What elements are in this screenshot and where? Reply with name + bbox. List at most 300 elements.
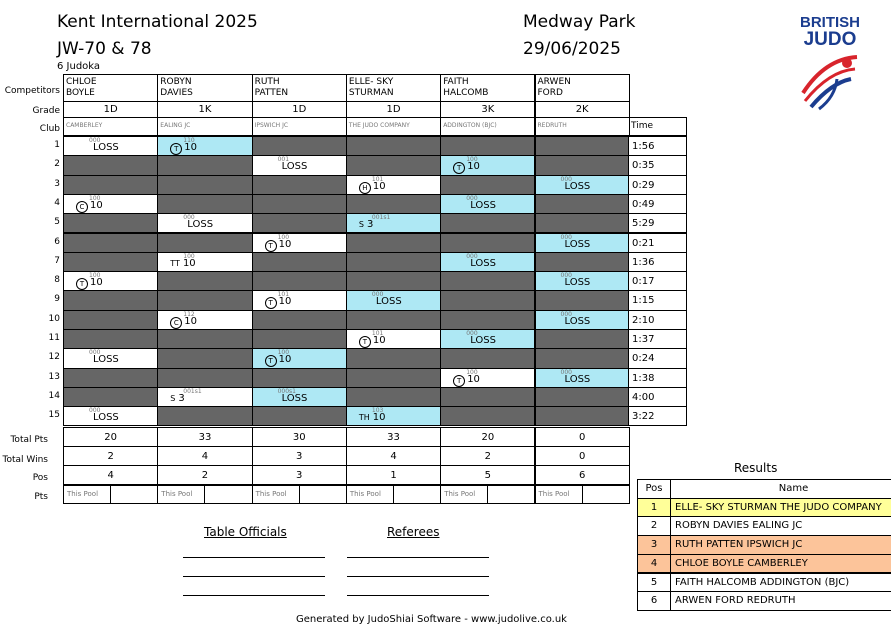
round-number: 9: [54, 294, 60, 305]
result-value: LOSS: [93, 412, 119, 424]
competitor-last-name: STURMAN: [348, 88, 394, 98]
result-value: 10: [278, 354, 292, 366]
club-value: CAMBERLEY: [66, 122, 103, 129]
match-cell: [157, 213, 252, 233]
empty-match-cell: [157, 290, 252, 310]
club-cell-5: [440, 117, 535, 136]
competitors-label: Competitors: [4, 86, 60, 96]
result-value: LOSS: [564, 277, 591, 289]
match-cell: [346, 329, 441, 349]
score-type-icon: TT: [170, 258, 180, 268]
empty-match-cell: [157, 194, 252, 214]
empty-match-cell: [440, 387, 535, 407]
grade-value: 1K: [198, 104, 212, 115]
result-value: 10: [372, 180, 386, 192]
match-cell: [440, 368, 535, 388]
match-result: [187, 219, 213, 230]
round-number: 5: [54, 217, 60, 228]
score-code: 101: [371, 330, 384, 337]
results-pos-value: 4: [650, 557, 658, 569]
time-value: 2:10: [632, 314, 655, 326]
empty-match-cell: [252, 368, 347, 388]
result-value: LOSS: [564, 315, 591, 327]
total-wins-value: 4: [201, 450, 209, 462]
score-type-icon: T: [453, 162, 465, 174]
total-pts-cell: [535, 427, 630, 447]
time-cell: [628, 194, 687, 214]
pos-cell: [440, 465, 535, 485]
this-pool-label: This Pool: [255, 489, 287, 498]
empty-match-cell: [63, 368, 158, 388]
match-result: [565, 277, 591, 288]
score-code: 100: [466, 368, 478, 376]
category-title: JW-70 & 78: [57, 39, 152, 59]
pool-points-cell: [393, 485, 441, 504]
this-pool-cell: [440, 485, 488, 504]
empty-match-cell: [252, 329, 347, 349]
competitor-first-name: FAITH: [443, 77, 469, 87]
result-value: 10: [182, 257, 196, 269]
time-value: 0:35: [632, 160, 655, 172]
match-result: [170, 316, 197, 329]
this-pool-label: This Pool: [349, 489, 381, 498]
time-cell: [628, 252, 687, 272]
result-value: 10: [467, 373, 480, 385]
this-pool-label: This Pool: [67, 489, 99, 498]
result-value: 10: [372, 412, 386, 424]
result-value: 10: [467, 161, 480, 173]
time-value: 1:37: [632, 334, 655, 345]
empty-match-cell: [346, 348, 441, 368]
score-type-icon: H: [359, 182, 371, 194]
result-value: 10: [278, 296, 292, 308]
result-value: 10: [184, 142, 198, 153]
pos-value: 2: [201, 469, 209, 481]
score-code: 001s1: [371, 214, 391, 222]
result-value: LOSS: [470, 335, 496, 346]
competitor-header-5: [440, 74, 535, 102]
empty-match-cell: [535, 213, 630, 233]
club-value: REDRUTH: [537, 122, 567, 129]
match-cell: [63, 194, 158, 214]
this-pool-cell: [252, 485, 300, 504]
result-value: LOSS: [470, 257, 496, 269]
match-cell: [535, 368, 630, 388]
results-name-value: ROBYN DAVIES EALING JC: [675, 520, 803, 532]
time-value: 3:22: [632, 411, 655, 423]
score-type-icon: S: [170, 393, 176, 403]
this-pool-cell: [63, 485, 111, 504]
score-code: 000: [466, 194, 478, 202]
score-type-icon: C: [76, 201, 88, 213]
results-name-cell: [670, 498, 891, 518]
empty-match-cell: [157, 348, 252, 368]
competitor-last-name: DAVIES: [160, 88, 193, 98]
empty-match-cell: [63, 155, 158, 175]
grade-cell-4: [346, 101, 441, 118]
empty-match-cell: [440, 175, 535, 195]
result-value: 10: [90, 199, 103, 211]
time-value: 1:36: [632, 256, 655, 268]
total-wins-value: 3: [296, 450, 303, 462]
pool-points-cell: [582, 485, 630, 504]
club-cell-2: [157, 117, 252, 136]
match-result: [565, 316, 591, 327]
judoka-count: 6 Judoka: [57, 61, 101, 72]
score-code: 100: [277, 233, 290, 241]
empty-match-cell: [535, 252, 630, 272]
result-value: LOSS: [93, 142, 119, 153]
match-result: [170, 142, 197, 155]
empty-match-cell: [535, 136, 630, 156]
competitor-header-6: [535, 74, 630, 102]
match-cell: [440, 194, 535, 214]
pool-points-cell: [487, 485, 535, 504]
grade-cell-6: [535, 101, 630, 118]
score-code: 000: [560, 272, 572, 280]
club-cell-3: [252, 117, 347, 136]
results-pos-cell: [637, 591, 671, 611]
match-cell: [252, 348, 347, 368]
time-cell: [628, 271, 687, 291]
pos-value: 6: [578, 469, 586, 481]
competitor-last-name: FORD: [537, 88, 563, 98]
this-pool-cell: [535, 485, 583, 504]
total-pts-label: Total Pts: [10, 435, 48, 445]
empty-match-cell: [535, 155, 630, 175]
total-wins-cell: [63, 446, 158, 466]
total-pts-value: 20: [481, 431, 495, 443]
empty-match-cell: [346, 252, 441, 272]
competitor-header-2: [157, 74, 252, 102]
empty-match-cell: [346, 387, 441, 407]
empty-match-cell: [63, 233, 158, 253]
match-cell: [252, 387, 347, 407]
match-result: [359, 219, 373, 230]
time-cell: [628, 348, 687, 368]
event-title: Kent International 2025: [57, 12, 258, 32]
this-pool-label: This Pool: [444, 489, 476, 498]
total-wins-label: Total Wins: [2, 455, 48, 465]
results-name-value: FAITH HALCOMB ADDINGTON (BJC): [675, 576, 850, 588]
empty-match-cell: [157, 406, 252, 426]
match-cell: [63, 271, 158, 291]
pos-cell: [157, 465, 252, 485]
total-pts-value: 20: [104, 431, 118, 443]
results-pos-value: 2: [650, 520, 658, 532]
empty-match-cell: [440, 233, 535, 253]
competitor-first-name: ROBYN: [160, 77, 192, 87]
time-cell: [628, 310, 687, 330]
score-type-icon: T: [76, 278, 88, 290]
total-pts-cell: [346, 427, 441, 447]
empty-match-cell: [252, 175, 347, 195]
match-result: [470, 335, 496, 346]
empty-match-cell: [252, 271, 347, 291]
total-pts-value: 0: [578, 431, 586, 443]
round-number: 14: [48, 390, 60, 401]
pos-value: 3: [296, 469, 303, 481]
pool-points-cell: [299, 485, 347, 504]
result-value: LOSS: [281, 392, 308, 404]
time-value: 1:38: [632, 372, 655, 384]
competitor-header-4: [346, 74, 441, 102]
result-value: LOSS: [93, 354, 119, 366]
competitor-last-name: PATTEN: [254, 88, 289, 98]
time-value: 0:24: [632, 353, 655, 365]
this-pool-label: This Pool: [538, 489, 570, 498]
empty-match-cell: [440, 213, 535, 233]
score-code: 000: [560, 368, 572, 376]
score-code: 001: [277, 156, 290, 164]
club-cell-4: [346, 117, 441, 136]
score-code: 000s1: [277, 387, 296, 395]
time-value: 0:29: [632, 179, 655, 191]
empty-match-cell: [157, 233, 252, 253]
round-number: 3: [54, 178, 60, 189]
empty-match-cell: [252, 252, 347, 272]
empty-match-cell: [440, 290, 535, 310]
total-wins-cell: [535, 446, 630, 466]
score-code: 110: [183, 137, 195, 144]
match-cell: [440, 329, 535, 349]
competitor-last-name: HALCOMB: [443, 88, 489, 98]
pool-points-cell: [110, 485, 158, 504]
round-number: 7: [54, 255, 60, 266]
time-value: 5:29: [632, 218, 655, 230]
match-result: [265, 296, 292, 309]
empty-match-cell: [252, 136, 347, 156]
match-cell: [440, 155, 535, 175]
match-result: [265, 354, 292, 367]
match-cell: [252, 155, 347, 175]
competitor-first-name: ELLE- SKY: [348, 77, 394, 87]
grade-label: Grade: [32, 106, 60, 116]
table-official-line-1: [183, 557, 325, 558]
club-value: IPSWICH JC: [254, 122, 289, 129]
competitor-header-3: [252, 74, 347, 102]
match-cell: [535, 233, 630, 253]
grade-value: 1D: [292, 104, 307, 115]
empty-match-cell: [252, 213, 347, 233]
score-type-icon: T: [265, 240, 277, 252]
date-title: 29/06/2025: [523, 39, 621, 59]
time-cell: [628, 406, 687, 426]
total-wins-cell: [440, 446, 535, 466]
score-type-icon: S: [358, 220, 364, 230]
time-cell: [628, 136, 687, 156]
empty-match-cell: [346, 194, 441, 214]
empty-match-cell: [535, 329, 630, 349]
grade-value: 1D: [103, 104, 118, 115]
results-pos-cell: [637, 516, 671, 536]
results-name-cell: [670, 591, 891, 611]
results-pos-cell: [637, 535, 671, 555]
score-code: 000: [560, 310, 572, 318]
round-number: 2: [54, 159, 60, 170]
results-title: Results: [734, 461, 778, 475]
pos-cell: [63, 465, 158, 485]
match-result: [359, 181, 386, 194]
empty-match-cell: [157, 271, 252, 291]
total-wins-value: 4: [390, 450, 397, 462]
match-result: [359, 335, 386, 348]
results-pos-header-text: Pos: [645, 483, 663, 494]
result-value: LOSS: [281, 161, 308, 173]
match-result: [282, 161, 308, 172]
score-code: 112: [183, 310, 195, 318]
results-pos-value: 1: [650, 501, 658, 513]
table-official-line-2: [183, 576, 325, 577]
score-code: 101: [277, 291, 290, 299]
score-type-icon: TH: [358, 413, 370, 423]
empty-match-cell: [535, 348, 630, 368]
empty-match-cell: [63, 329, 158, 349]
match-result: [93, 142, 119, 153]
empty-match-cell: [63, 252, 158, 272]
results-name-cell: [670, 573, 891, 593]
score-code: 000: [560, 233, 572, 241]
empty-match-cell: [157, 175, 252, 195]
match-result: [565, 181, 591, 192]
score-type-icon: T: [453, 375, 465, 387]
total-pts-value: 33: [387, 431, 400, 443]
empty-match-cell: [63, 175, 158, 195]
total-pts-cell: [440, 427, 535, 447]
pos-cell: [346, 465, 441, 485]
round-number: 8: [54, 275, 60, 286]
total-wins-cell: [252, 446, 347, 466]
competitor-first-name: CHLOE: [66, 77, 97, 87]
result-value: 10: [372, 335, 386, 346]
match-result: [453, 374, 480, 387]
score-code: 000: [466, 252, 478, 260]
round-number: 6: [54, 236, 60, 247]
empty-match-cell: [252, 310, 347, 330]
pos-value: 1: [390, 469, 397, 481]
score-type-icon: T: [265, 297, 277, 309]
match-cell: [252, 233, 347, 253]
results-pos-value: 3: [650, 539, 658, 551]
judoka-emblem-icon: [795, 49, 865, 119]
pos-label: Pos: [32, 473, 48, 483]
pos-value: 4: [107, 469, 114, 481]
score-type-icon: T: [359, 336, 371, 348]
empty-match-cell: [157, 368, 252, 388]
empty-match-cell: [157, 329, 252, 349]
empty-match-cell: [63, 213, 158, 233]
club-value: ADDINGTON (BJC): [443, 122, 497, 129]
referee-line-3: [347, 595, 489, 596]
score-code: 103: [371, 407, 384, 415]
total-wins-value: 2: [107, 450, 114, 462]
match-result: [359, 412, 386, 423]
match-cell: [63, 406, 158, 426]
empty-match-cell: [346, 155, 441, 175]
match-cell: [63, 136, 158, 156]
time-header: Time: [628, 117, 687, 136]
match-cell: [157, 136, 252, 156]
table-officials-label: Table Officials: [204, 525, 287, 539]
empty-match-cell: [346, 233, 441, 253]
score-code: 100: [89, 194, 101, 202]
results-name-value: ARWEN FORD REDRUTH: [675, 595, 796, 607]
result-value: 10: [278, 238, 292, 250]
match-cell: [535, 310, 630, 330]
result-value: 3: [366, 219, 374, 231]
score-code: 001s1: [183, 387, 202, 395]
results-name-cell: [670, 535, 891, 555]
footer-text: Generated by JudoShiai Software - www.judolive.co.uk: [296, 614, 567, 625]
empty-match-cell: [346, 136, 441, 156]
score-code: 000: [371, 291, 384, 299]
pos-cell: [535, 465, 630, 485]
match-result: [265, 239, 292, 252]
empty-match-cell: [440, 406, 535, 426]
results-name-cell: [670, 554, 891, 574]
score-code: 000: [560, 175, 572, 183]
match-result: [170, 393, 184, 404]
empty-match-cell: [346, 368, 441, 388]
referees-label: Referees: [387, 525, 440, 539]
match-result: [76, 200, 103, 213]
time-value: 1:56: [632, 141, 655, 152]
match-cell: [252, 290, 347, 310]
empty-match-cell: [346, 271, 441, 291]
referee-line-2: [347, 576, 489, 577]
results-pos-value: 6: [650, 595, 658, 607]
grade-cell-3: [252, 101, 347, 118]
competitor-first-name: ARWEN: [537, 77, 571, 87]
score-type-icon: T: [170, 143, 182, 155]
results-name-value: CHLOE BOYLE CAMBERLEY: [675, 557, 808, 569]
result-value: 10: [90, 277, 103, 289]
empty-match-cell: [157, 155, 252, 175]
match-cell: [440, 252, 535, 272]
results-name-header-text: Name: [778, 483, 809, 494]
empty-match-cell: [252, 406, 347, 426]
match-result: [565, 374, 591, 385]
total-pts-cell: [63, 427, 158, 447]
score-code: 100: [183, 252, 195, 260]
round-number: 10: [48, 313, 60, 324]
results-name-cell: [670, 516, 891, 536]
time-cell: [628, 329, 687, 349]
empty-match-cell: [440, 136, 535, 156]
results-name-value: ELLE- SKY STURMAN THE JUDO COMPANY: [675, 501, 882, 513]
time-cell: [628, 175, 687, 195]
total-wins-cell: [157, 446, 252, 466]
match-cell: [346, 406, 441, 426]
result-value: LOSS: [564, 373, 591, 385]
score-code: 000: [89, 407, 101, 415]
club-value: THE JUDO COMPANY: [348, 122, 410, 129]
empty-match-cell: [440, 310, 535, 330]
total-pts-cell: [157, 427, 252, 447]
pts-label: Pts: [34, 492, 48, 502]
club-cell-6: [535, 117, 630, 136]
match-result: [376, 296, 402, 307]
empty-match-cell: [63, 310, 158, 330]
results-pos-cell: [637, 554, 671, 574]
competitor-first-name: RUTH: [254, 77, 280, 87]
match-result: [470, 200, 496, 211]
grade-cell-5: [440, 101, 535, 118]
match-result: [453, 161, 480, 174]
result-value: LOSS: [470, 199, 496, 211]
empty-match-cell: [440, 271, 535, 291]
empty-match-cell: [252, 194, 347, 214]
